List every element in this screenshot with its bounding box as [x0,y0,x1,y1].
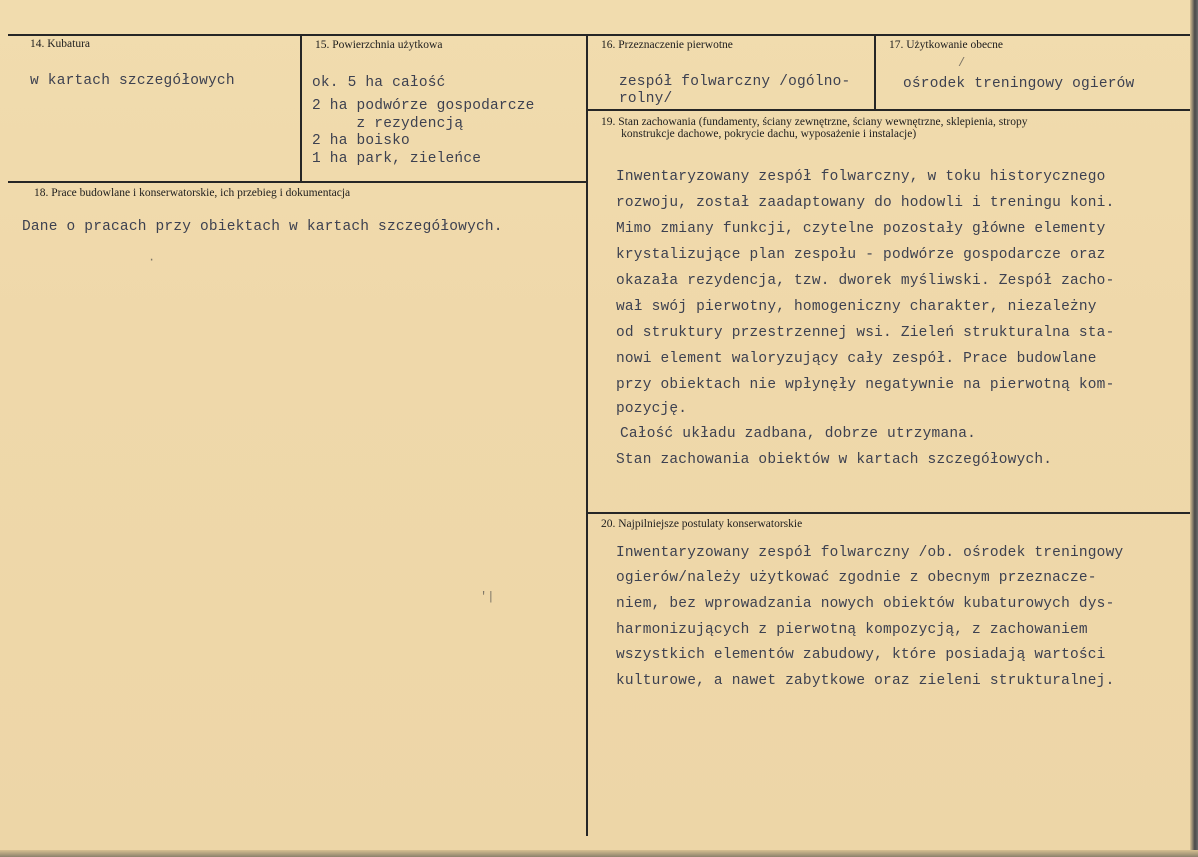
field-17-value: ośrodek treningowy ogierów [903,76,1135,92]
field-19-line: Całość układu zadbana, dobrze utrzymana. [620,426,977,442]
stray-mark: '| [480,590,495,604]
field-15-line-1: ok. 5 ha całość [312,75,446,91]
field-15-line-5: 1 ha park, zieleńce [312,151,482,167]
field-19-line: rozwoju, został zaadaptowany do hodowli i treningu koni. [616,195,1115,211]
field-20-line: harmonizujących z pierwotną kompozycją, z zachowaniem [616,622,1088,638]
field-20-line: kulturowe, a nawet zabytkowe oraz zieleni strukturalnej. [616,673,1115,689]
top-border [8,34,1192,36]
divider-main [586,34,588,836]
field-18-label: 18. Prace budowlane i konserwatorskie, ich przebieg i dokumentacja [34,187,351,199]
card-edge-right [1190,0,1198,857]
field-19-line: Inwentaryzowany zespół folwarczny, w toku historycznego [616,169,1106,185]
field-19-line: krystalizujące plan zespołu - podwórze gospodarcze oraz [616,247,1106,263]
field-19-line: pozycję. [616,401,688,417]
field-20-line: niem, bez wprowadzania nowych obiektów kubaturowych dys- [616,596,1115,612]
divider-16-17 [874,34,876,110]
field-15-line-2: 2 ha podwórze gospodarcze [312,98,535,114]
field-19-line: okazała rezydencja, tzw. dworek myśliwski. Zespół zacho- [616,273,1115,289]
field-19-line: Mimo zmiany funkcji, czytelne pozostały główne elementy [616,221,1106,237]
field-14-value: w kartach szczegółowych [30,73,235,89]
field-15-line-4: 2 ha boisko [312,133,410,149]
field-16-line-2: rolny/ [619,91,673,107]
card-edge-bottom [0,850,1198,857]
field-20-line: Inwentaryzowany zespół folwarczny /ob. ośrodek treningowy [616,545,1124,561]
stray-mark: / [958,56,966,70]
field-20-line: ogierów/należy użytkować zgodnie z obecnym przeznacze- [616,570,1097,586]
field-19-label-line-2: konstrukcje dachowe, pokrycie dachu, wyposażenie i instalacje) [601,128,917,140]
line-under-14-15 [8,181,588,183]
field-19-line: wał swój pierwotny, homogeniczny charakter, niezależny [616,299,1097,315]
field-19-line: od struktury przestrzennej wsi. Zieleń strukturalna sta- [616,325,1115,341]
stray-mark: · [148,253,156,267]
field-19-line: nowi element waloryzujący cały zespół. Prace budowlane [616,351,1097,367]
field-20-line: wszystkich elementów zabudowy, które posiadają wartości [616,647,1106,663]
field-19-line: Stan zachowania obiektów w kartach szczegółowych. [616,452,1053,468]
field-16-line-1: zespół folwarczny /ogólno- [619,74,851,90]
field-19-line: przy obiektach nie wpłynęły negatywnie na pierwotną kom- [616,377,1115,393]
divider-14-15 [300,34,302,182]
field-14-label: 14. Kubatura [30,38,91,50]
field-20-label: 20. Najpilniejsze postulaty konserwatorskie [601,518,803,530]
field-17-label: 17. Użytkowanie obecne [889,39,1004,51]
field-15-label: 15. Powierzchnia użytkowa [315,39,443,51]
field-15-line-3: z rezydencją [312,116,464,132]
field-16-label: 16. Przeznaczenie pierwotne [601,39,733,51]
field-18-value: Dane o pracach przy obiektach w kartach szczegółowych. [22,219,503,235]
field-19-label-line-1: 19. Stan zachowania (fundamenty, ściany zewnętrzne, ściany wewnętrzne, sklepienia, stropy [601,116,1028,128]
line-under-16-17 [586,109,1192,111]
line-under-19 [586,512,1192,514]
